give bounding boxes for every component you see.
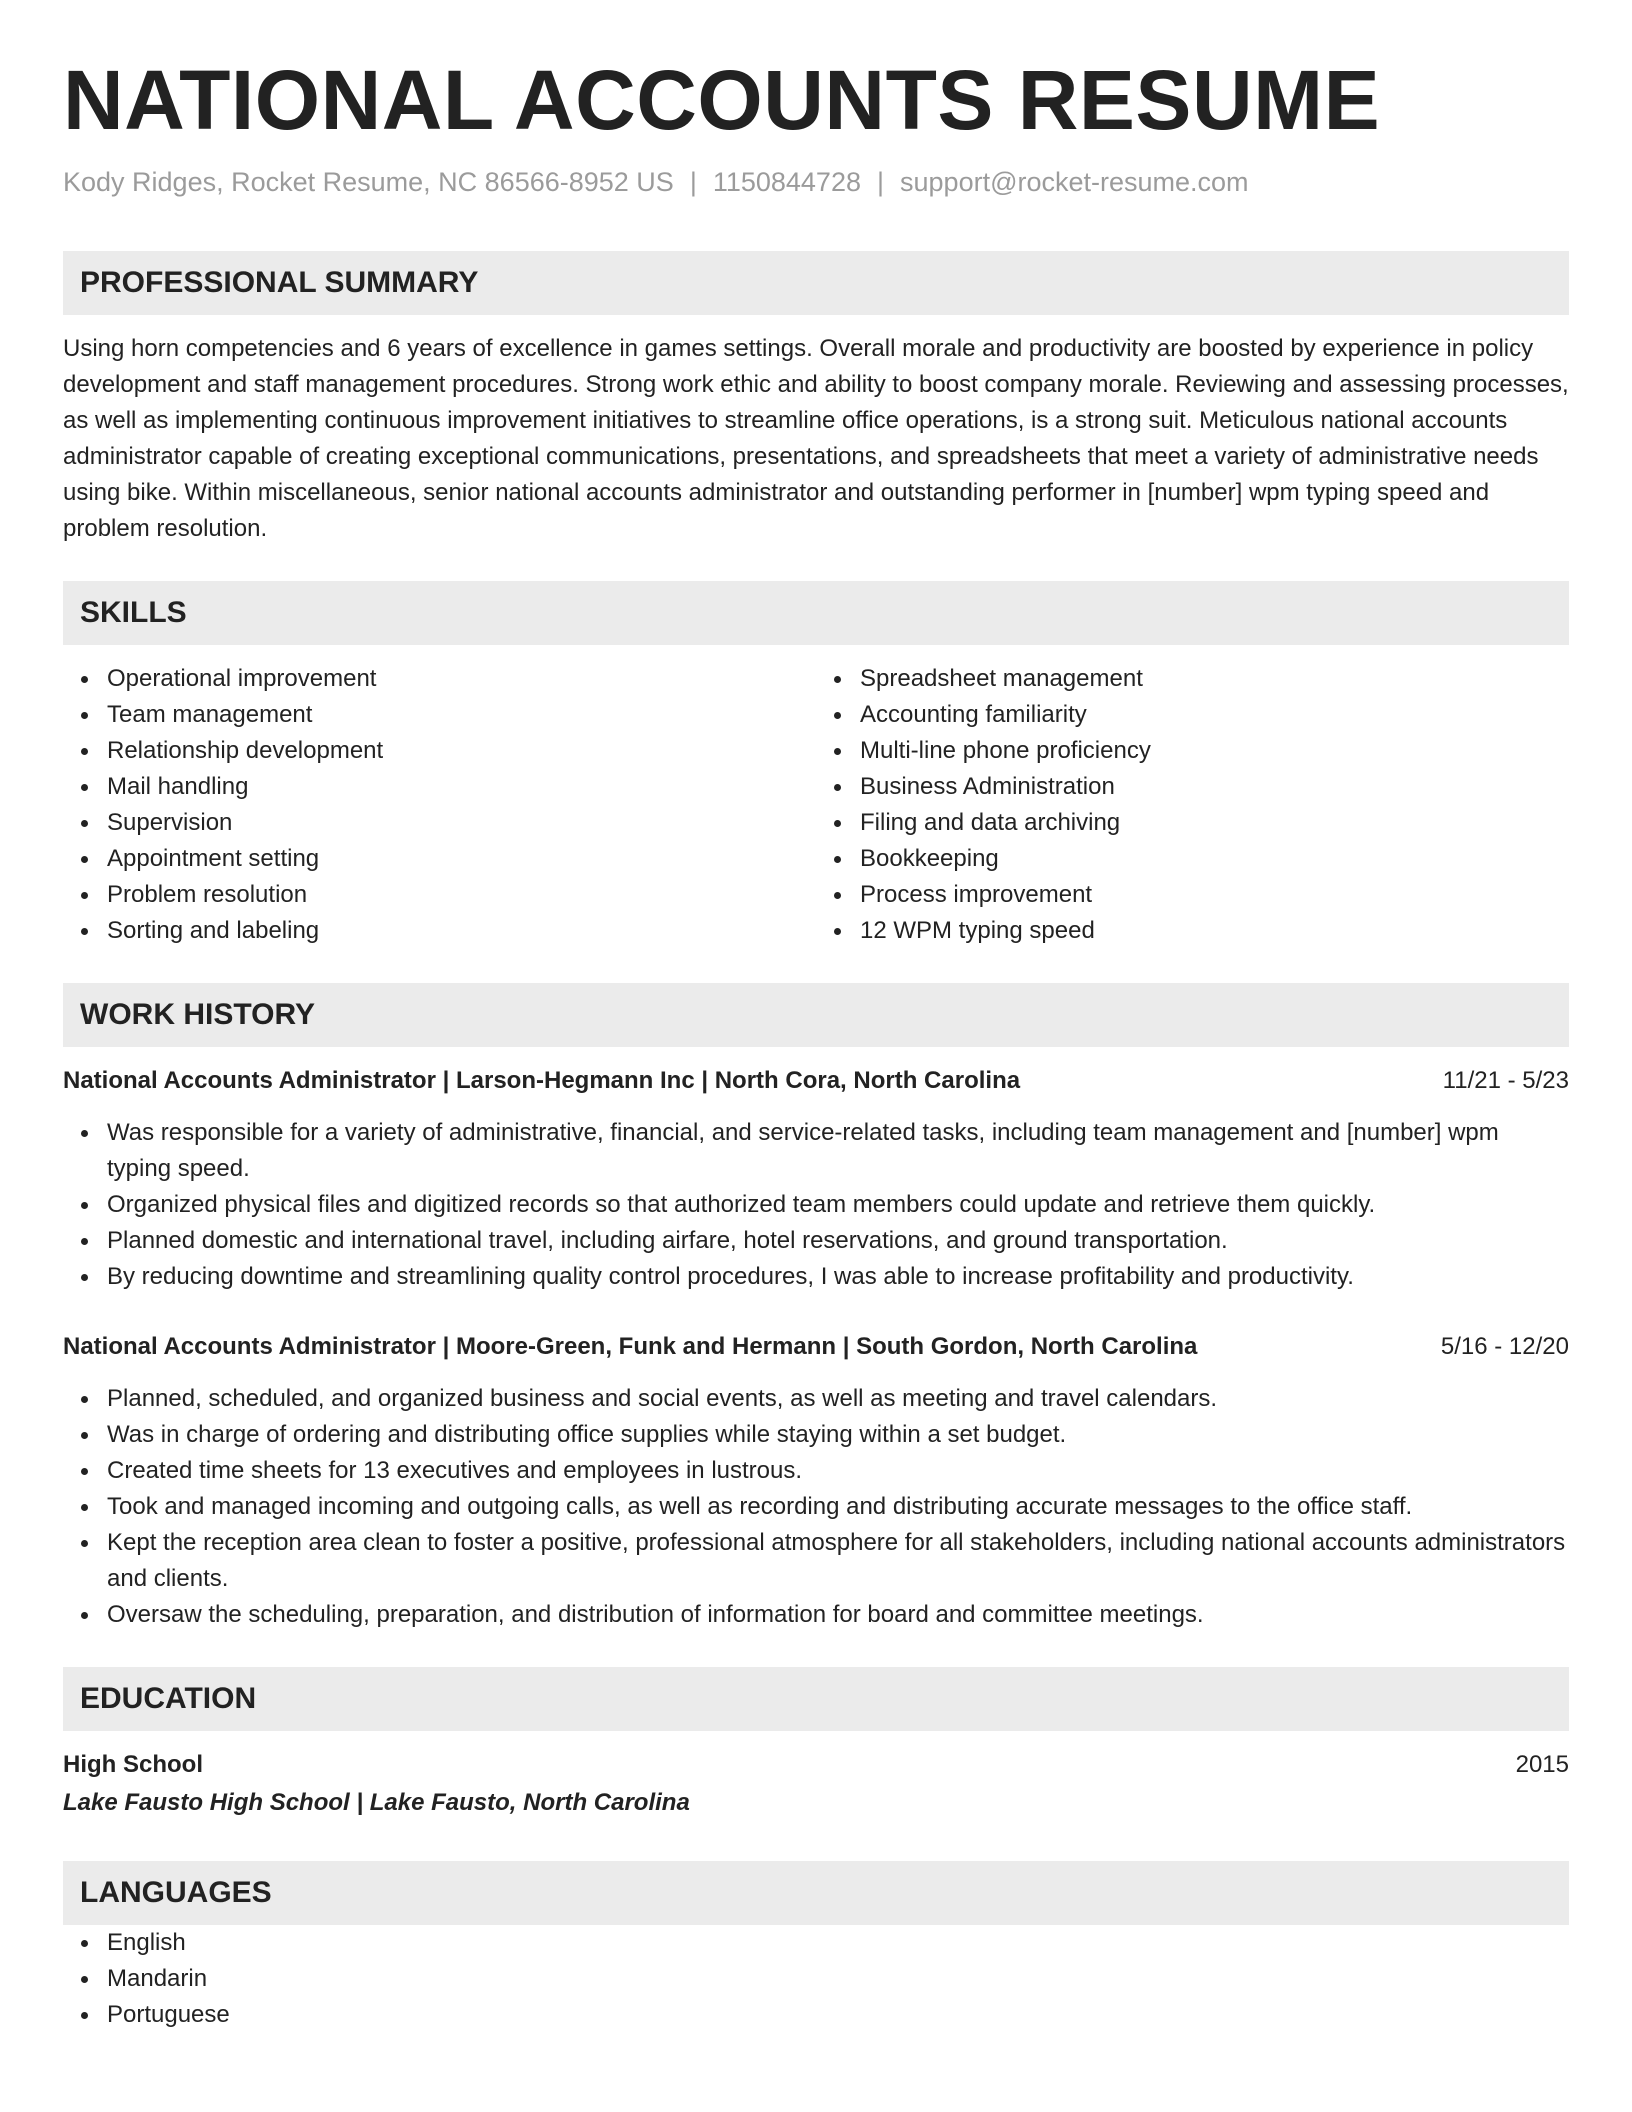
education-year: 2015 [1515,1750,1569,1778]
education-header [63,1747,1569,1783]
languages-list [63,1925,1569,2033]
job-dates: 11/21 - 5/23 [1442,1066,1569,1094]
contact-separator: | [689,167,697,198]
skill-item: Sorting and labeling [63,913,816,949]
job-bullets [63,1115,1569,1295]
skills-column-right [816,661,1569,949]
job-bullet: By reducing downtime and streamlining quality control procedures, I was able to increase profitability and productivity. [63,1259,1569,1295]
section-header-skills: SKILLS [63,581,1569,645]
skills-list-left [63,661,816,949]
language-item: Portuguese [63,1997,1569,2033]
skill-item: Filing and data archiving [816,805,1569,841]
job-bullet: Created time sheets for 13 executives and employees in lustrous. [63,1453,1569,1489]
skills-list-right [816,661,1569,949]
skill-item: Process improvement [816,877,1569,913]
language-item: Mandarin [63,1961,1569,1997]
summary-text: Using horn competencies and 6 years of excellence in games settings. Overall morale and productivity are boosted by experience in policy development and staff management procedures. Strong work ethic and ability to boost company morale. Reviewing and assessing processes, as well as implementing continuous improvement initiatives to streamline office operations, is a strong suit. Meticulous national accounts administrator capable of creating exceptional communications, presentations, and spreadsheets that meet a variety of administrative needs using bike. Within miscellaneous, senior national accounts administrator and outstanding performer in [number] wpm typing speed and problem resolution. [63,334,1569,542]
job-bullet: Oversaw the scheduling, preparation, and distribution of information for board and committee meetings. [63,1597,1569,1633]
section-header-summary: PROFESSIONAL SUMMARY [63,251,1569,315]
section-header-languages: LANGUAGES [63,1861,1569,1925]
job-dates: 5/16 - 12/20 [1440,1332,1569,1360]
job-bullet: Planned, scheduled, and organized business and social events, as well as meeting and travel calendars. [63,1381,1569,1417]
skill-item: Multi-line phone proficiency [816,733,1569,769]
education-school: Lake Fausto High School | Lake Fausto, North Carolina [63,1788,690,1816]
job-header [63,1329,1569,1365]
job-bullet: Kept the reception area clean to foster a positive, professional atmosphere for all stakeholders, including national accounts administrators and clients. [63,1525,1569,1597]
education-entry [63,1747,1569,1821]
job-bullet: Organized physical files and digitized records so that authorized team members could update and retrieve them quickly. [63,1187,1569,1223]
section-header-work-history: WORK HISTORY [63,983,1569,1047]
contact-email[interactable]: support@rocket-resume.com [900,167,1249,198]
skill-item: Operational improvement [63,661,816,697]
skill-item: Appointment setting [63,841,816,877]
job-bullet: Planned domestic and international travel, including airfare, hotel reservations, and ground transportation. [63,1223,1569,1259]
job-bullet: Was responsible for a variety of administrative, financial, and service-related tasks, including team management and [number] wpm typing speed. [63,1115,1569,1187]
skill-item: Spreadsheet management [816,661,1569,697]
contact-line [63,166,1569,198]
job-bullets [63,1381,1569,1633]
skill-item: Mail handling [63,769,816,805]
skills-column-left [63,661,816,949]
contact-separator: | [877,167,885,198]
language-item: English [63,1925,1569,1961]
contact-address: Kody Ridges, Rocket Resume, NC 86566-8952 US [63,167,674,198]
skill-item: Supervision [63,805,816,841]
skills-columns [63,661,1569,949]
skill-item: Accounting familiarity [816,697,1569,733]
job-entry [63,1063,1569,1295]
job-title: National Accounts Administrator | Larson-Hegmann Inc | North Cora, North Carolina [63,1066,1021,1094]
job-header [63,1063,1569,1099]
skill-item: Problem resolution [63,877,816,913]
job-bullet: Took and managed incoming and outgoing calls, as well as recording and distributing accurate messages to the office staff. [63,1489,1569,1525]
education-degree: High School [63,1750,203,1778]
contact-phone: 1150844728 [712,167,861,198]
job-title: National Accounts Administrator | Moore-Green, Funk and Hermann | South Gordon, North Carolina [63,1332,1198,1360]
skill-item: Relationship development [63,733,816,769]
skill-item: Team management [63,697,816,733]
job-bullet: Was in charge of ordering and distributing office supplies while staying within a set budget. [63,1417,1569,1453]
job-entry [63,1329,1569,1633]
section-header-education: EDUCATION [63,1667,1569,1731]
skill-item: Bookkeeping [816,841,1569,877]
skill-item: 12 WPM typing speed [816,913,1569,949]
resume-title: NATIONAL ACCOUNTS RESUME [63,53,1381,147]
skill-item: Business Administration [816,769,1569,805]
